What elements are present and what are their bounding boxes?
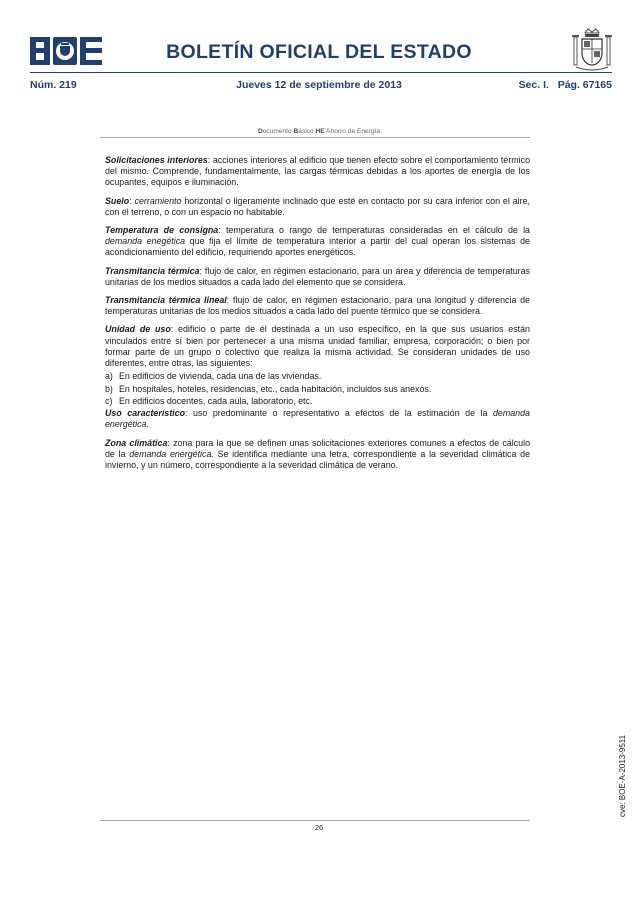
list-item: a) En edificios de vivienda, cada una de las viviendas. (105, 371, 322, 382)
running-head: Documento Básico HE Ahorro de Energía (257, 128, 381, 135)
definition-transmitancia-lineal: Transmitancia térmica lineal: flujo de calor, en régimen estacionario, para una longitud y diferencia de temperaturas unitarias de los medios situados a cada lado del puente térmico que se considera. (105, 295, 530, 317)
cve-identifier: cve: BOE-A-2013-9511 (618, 734, 627, 817)
definition-solicitaciones: Solicitaciones interiores: acciones interiores al edificio que tienen efecto sobre el comportamiento térmico del mismo. Comprende, fundamentalmente, las cargas térmicas debidas a los aportes de energía de los ocupantes, equipos e iluminación. (105, 155, 531, 188)
list-item: c) En edificios docentes, cada aula, laboratorio, etc. (105, 396, 313, 407)
definition-zona-climatica: Zona climática: zona para la que se definen unas solicitaciones exteriores comunes a efectos de cálculo de la demanda energética. Se identifica mediante una letra, correspondiente a la severidad climática de invierno, y un número, correspondiente a la severidad climática de verano. (105, 437, 531, 471)
page-title: BOLETÍN OFICIAL DEL ESTADO (166, 41, 472, 63)
page-number: 26 (314, 823, 324, 832)
document-body (105, 155, 530, 478)
definition-uso-caracteristico: Uso característico: uso predominante o representativo a efectos de la estimación de la demanda energética. (105, 408, 530, 430)
coat-of-arms-icon (572, 27, 612, 73)
issue-number: Núm. 219 (30, 79, 77, 91)
section-page: Sec. I. Pág. 67165 (518, 79, 612, 91)
definition-suelo: Suelo: cerramiento horizontal o ligeramente inclinado que esté en contacto por su cara inferior con el aire, con el terreno, o con un espacio no habitable. (105, 195, 531, 217)
definition-unidad-uso: Unidad de uso: edificio o parte de él destinada a un uso específico, en la que sus usuarios están vinculados entre sí bien por pertenecer a una misma unidad familiar, empresa, corporación; o bien por formar parte de un grupo o colectivo que realiza la misma actividad. Se consideran unidades de uso diferentes, entre otras, las siguientes: (105, 324, 530, 369)
list-item: b) En hospitales, hoteles, residencias, etc., cada habitación, incluidos sus anexos. (105, 383, 432, 394)
definition-temperatura-consigna: Temperatura de consigna: temperatura o rango de temperaturas consideradas en el cálculo de la demanda enegética que fija el límite de temperatura interior a partir del cual operan los sistemas de acondicionamiento del edificio, requiriendo aportes energéticos. (105, 225, 530, 258)
definition-transmitancia: Transmitancia térmica: flujo de calor, en régimen estacionario, para un área y diferencia de temperaturas unitarias de los medios situados a cada lado del elemento que se considera. (105, 265, 530, 287)
footer-rule (100, 820, 530, 821)
running-head-rule (100, 137, 530, 138)
issue-date: Jueves 12 de septiembre de 2013 (236, 79, 402, 91)
header-rule (30, 72, 612, 73)
